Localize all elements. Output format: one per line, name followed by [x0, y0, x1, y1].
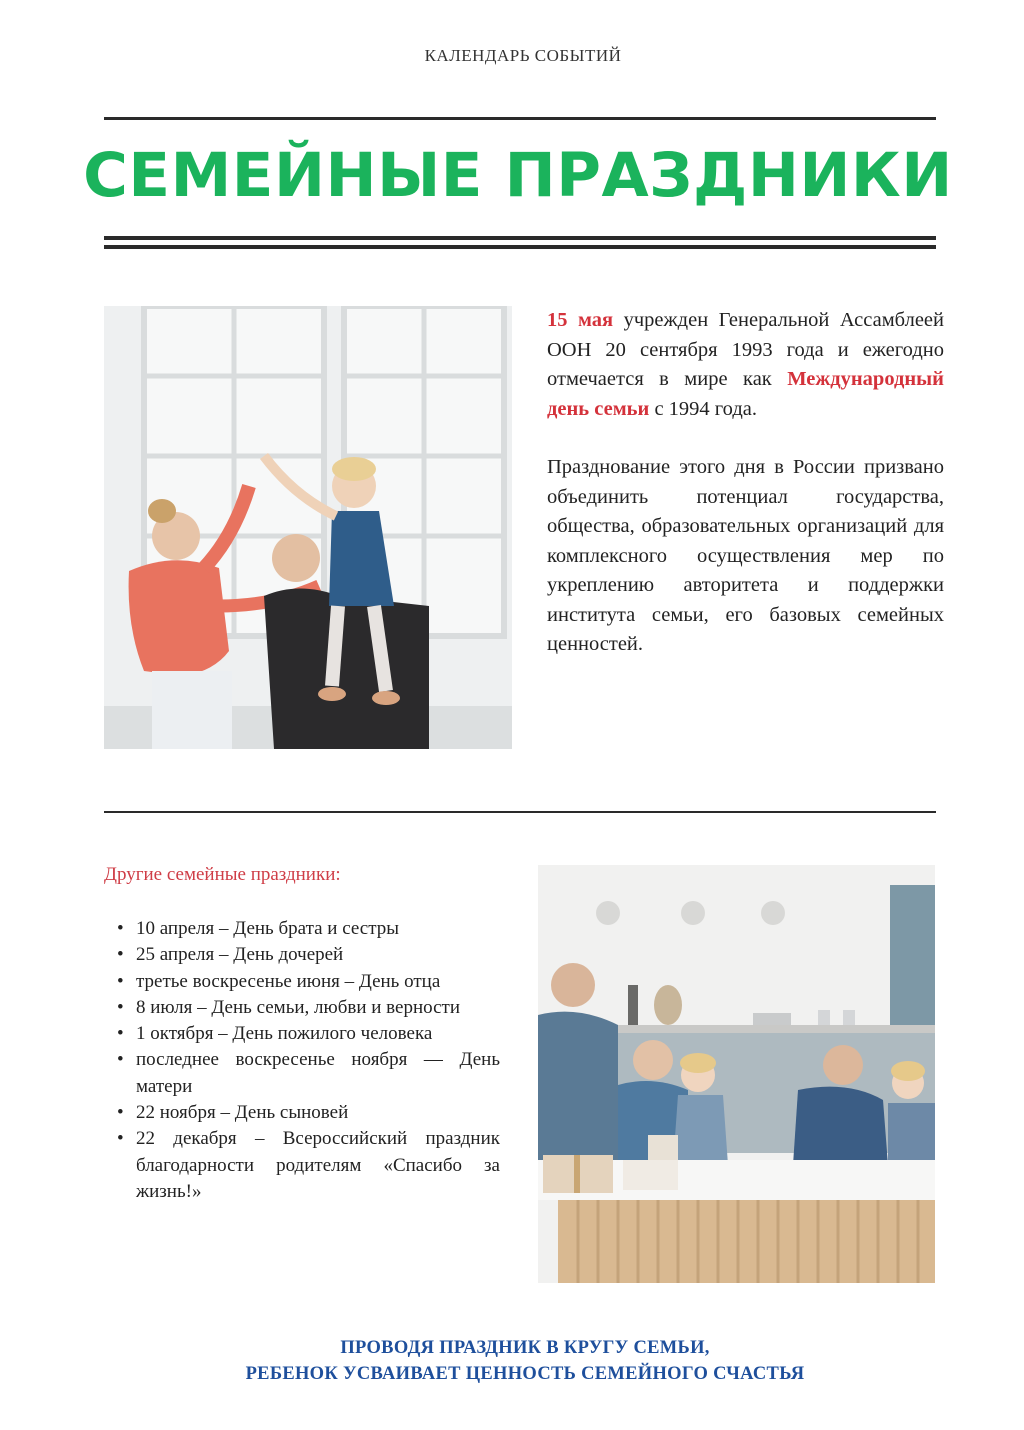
list-item: • 22 ноября – День сыновей — [104, 1100, 500, 1126]
holidays-list — [104, 916, 500, 1205]
intro-date: 15 мая — [547, 309, 614, 331]
double-rule-upper — [104, 236, 936, 240]
footer-line-2: РЕБЕНОК УСВАИВАЕТ ЦЕННОСТЬ СЕМЕЙНОГО СЧАСТЬЯ — [245, 1364, 805, 1384]
section-divider — [104, 811, 936, 813]
intro-text-a: учрежден Генеральной Ассамблеей ООН 20 сентября 1993 года и ежегодно отмечается в мире как — [547, 309, 944, 390]
list-item: • 8 июля – День семьи, любви и верности — [104, 995, 500, 1021]
list-item: • 10 апреля – День брата и сестры — [104, 916, 500, 942]
intro-text — [547, 306, 944, 660]
page-title: СЕМЕЙНЫЕ ПРАЗДНИКИ — [83, 140, 953, 211]
intro-paragraph-2: Празднование этого дня в России призвано объединить потенциал государства, общества, образовательных организаций для комплексного осуществления мер по укреплению авторитета и поддержки института семьи, его базовых семейных ценностей. — [547, 456, 944, 655]
double-rule-lower — [104, 245, 936, 249]
other-holidays-title: Другие семейные праздники: — [104, 864, 341, 885]
intro-text-b: с 1994 года. — [649, 397, 757, 420]
intro-paragraph-1 — [547, 306, 944, 424]
list-item: • 22 декабря – Всероссийский праздник благодарности родителям «Спасибо за жизнь!» — [104, 1126, 500, 1205]
list-item: • 25 апреля – День дочерей — [104, 942, 500, 968]
intro-highlight: Международный день семьи — [547, 368, 944, 420]
list-item: • последнее воскресенье ноября — День матери — [104, 1047, 500, 1100]
list-item: • 1 октября – День пожилого человека — [104, 1021, 500, 1047]
list-item: • третье воскресенье июня – День отца — [104, 969, 500, 995]
top-rule — [104, 117, 936, 120]
family-dancing-photo — [104, 306, 512, 749]
footer-line-1: ПРОВОДЯ ПРАЗДНИК В КРУГУ СЕМЬИ, — [340, 1338, 710, 1358]
family-kitchen-photo — [538, 865, 935, 1283]
header-label: КАЛЕНДАРЬ СОБЫТИЙ — [424, 46, 622, 65]
